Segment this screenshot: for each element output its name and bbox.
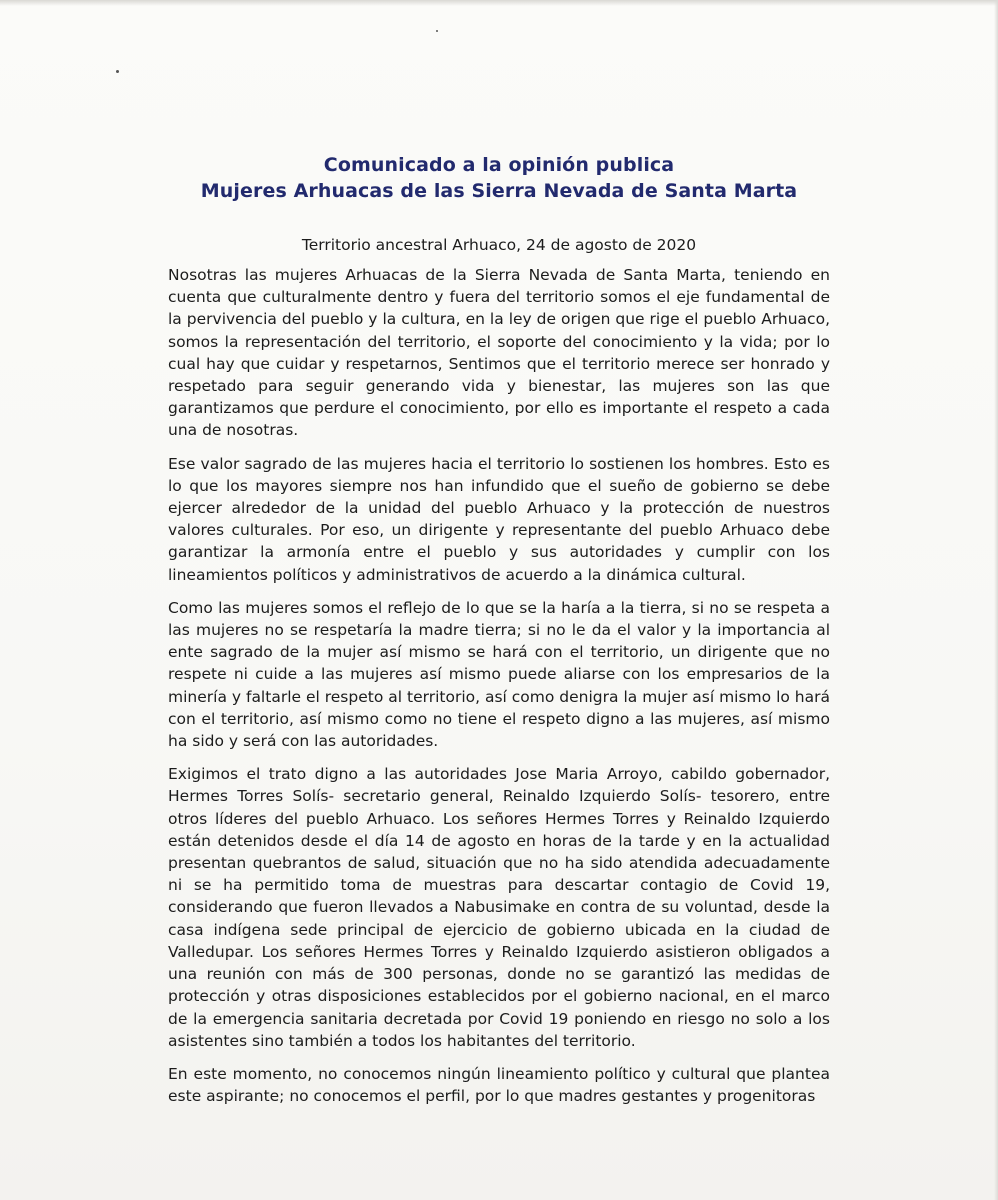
- paragraph-5: En este momento, no conocemos ningún lineamiento político y cultural que plantea este aspirante; no conocemos el perfil, por lo que madres gestantes y progenitoras: [168, 1064, 830, 1106]
- paragraph-1: Nosotras las mujeres Arhuacas de la Sierra Nevada de Santa Marta, teniendo en cuenta que culturalmente dentro y fuera del territorio somos el eje fundamental de la pervivencia del pueblo y la cultura, en la ley de origen que rige el pueblo Arhuaco, somos la representación del territorio, el soporte del conocimiento y la vida; por lo cual hay que cuidar y respetarnos, Sentimos que el territorio merece ser honrado y respetado para seguir generando vida y bienestar, las mujeres son las que garantizamos que perdure el conocimiento, por ello es importante el respeto a cada una de nosotras.: [168, 266, 830, 440]
- scan-speck: [436, 30, 438, 32]
- page-top-edge: [0, 0, 998, 6]
- document-subtitle: Mujeres Arhuacas de las Sierra Nevada de Santa Marta: [200, 180, 798, 202]
- scan-speck: [116, 70, 119, 73]
- document-title: Comunicado a la opinión publica: [323, 154, 675, 176]
- document-body: [168, 264, 830, 1118]
- paragraph-2: Ese valor sagrado de las mujeres hacia el territorio lo sostienen los hombres. Esto es lo que los mayores siempre nos han infundido que el sueño de gobierno se debe ejercer alrededor de la unidad del pueblo Arhuaco y la protección de nuestros valores culturales. Por eso, un dirigente y representante del pueblo Arhuaco debe garantizar la armonía entre el pueblo y sus autoridades y cumplir con los lineamientos políticos y administrativos de acuerdo a la dinámica cultural.: [168, 454, 830, 584]
- paragraph-4: Exigimos el trato digno a las autoridades Jose Maria Arroyo, cabildo gobernador, Hermes Torres Solís- secretario general, Reinaldo Izquierdo Solís- tesorero, entre otros líderes del pueblo Arhuaco. Los señores Hermes Torres y Reinaldo Izquierdo están detenidos desde el día 14 de agosto en horas de la tarde y en la actualidad presentan quebrantos de salud, situación que no ha sido atendida adecuadamente ni se ha permitido toma de muestras para descartar contagio de Covid 19, considerando que fueron llevados a Nabusimake en contra de su voluntad, desde la casa indígena sede principal de ejercicio de gobierno ubicada en la ciudad de Valledupar. Los señores Hermes Torres y Reinaldo Izquierdo asistieron obligados a una reunión con más de 300 personas, donde no se garantizó las medidas de protección y otras disposiciones establecidos por el gobierno nacional, en el marco de la emergencia sanitaria decretada por Covid 19 poniendo en riesgo no solo a los asistentes sino también a todos los habitantes del territorio.: [168, 765, 830, 1050]
- document-date-line: Territorio ancestral Arhuaco, 24 de agosto de 2020: [301, 236, 697, 254]
- paragraph-3: Como las mujeres somos el reflejo de lo que se la haría a la tierra, si no se respeta a las mujeres no se respetaría la madre tierra; si no le da el valor y la importancia al ente sagrado de la mujer así mismo se hará con el territorio, un dirigente que no respete ni cuide a las mujeres así mismo puede aliarse con los empresarios de la minería y faltarle el respeto al territorio, así como denigra la mujer así mismo lo hará con el territorio, así mismo como no tiene el respeto digno a las mujeres, así mismo ha sido y será con las autoridades.: [168, 598, 830, 751]
